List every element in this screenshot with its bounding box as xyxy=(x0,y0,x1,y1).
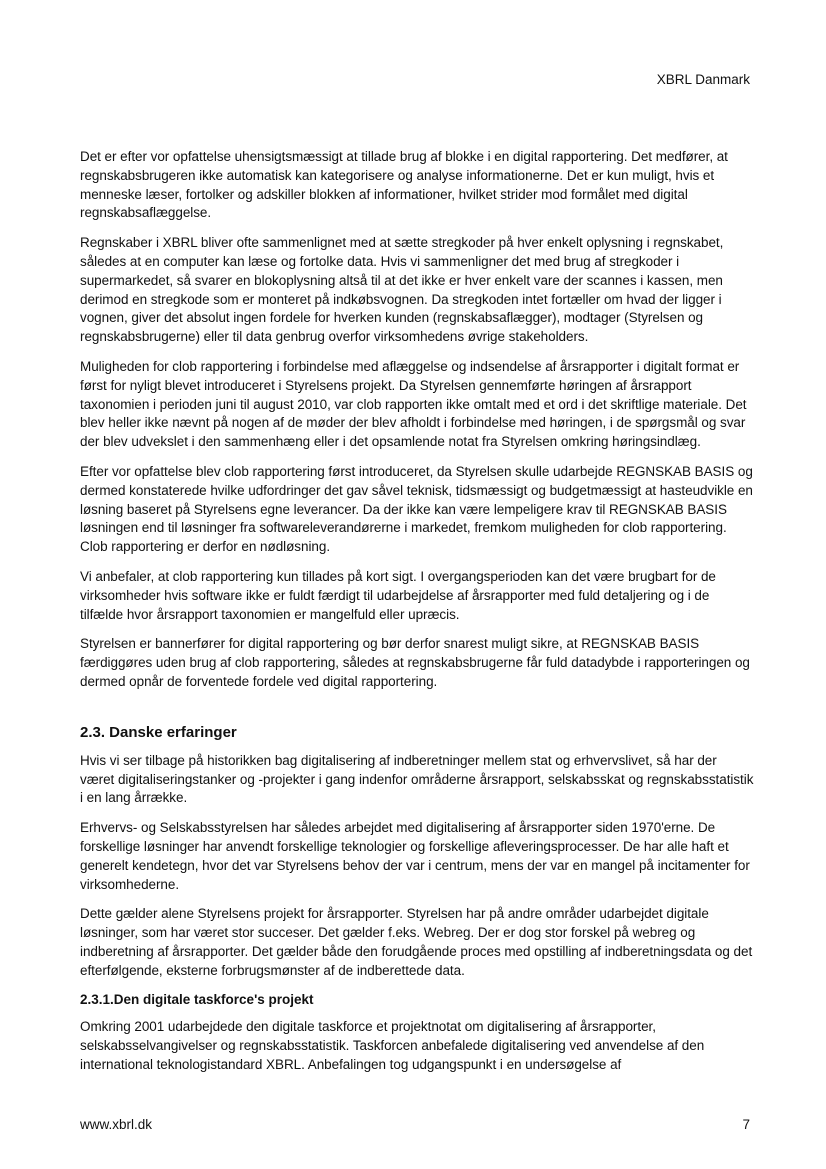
paragraph-history: Hvis vi ser tilbage på historikken bag digitalisering af indberetninger mellem stat og erhvervslivet, så har der været digitaliseringstanker og -projekter i gang indenfor områderne årsrapport, selskabsskat og regnskabsstatistik i en lang årrække. xyxy=(80,752,754,806)
subsection-heading: 2.3.1.Den digitale taskforce's projekt xyxy=(80,992,314,1008)
paragraph-barcode-analogy: Regnskaber i XBRL bliver ofte sammenlignet med at sætte stregkoder på hver enkelt oplysning i regnskabet, således at en computer kan læse og fortolke data. Hvis vi sammenligner det med brug af stregkoder i supermarkedet, så svarer en blokoplysning altså til at det ikke er hver enkelt vare der scannes i kassen, men derimod en stregkode som er monteret på indkøbsvognen. Da stregkoden intet fortæller om hvad der ligger i vognen, giver det absolut ingen fordele for hverken kunden (regnskabsaflægger), modtager (Styrelsen og regnskabsbrugerne) eller til data genbrug overfor virksomhedens øvrige stakeholders. xyxy=(80,235,724,345)
paragraph-taskforce: Omkring 2001 udarbejdede den digitale taskforce et projektnotat om digitalisering af årsrapporter, selskabsselvangivelser og regnskabsstatistik. Taskforcen anbefalede digitalisering ved anvendelse af den international teknologistandard XBRL. Anbefalingen tog udgangspunkt i en undersøgelse af xyxy=(80,1019,705,1073)
footer-url: www.xbrl.dk xyxy=(80,1117,153,1132)
header-organization: XBRL Danmark xyxy=(656,72,750,87)
paragraph-webreg: Dette gælder alene Styrelsens projekt for årsrapporter. Styrelsen har på andre områder udarbejdet digitale løsninger, som har været stor succeser. Det gælder f.eks. Webreg. Der er dog stor forskel på webreg og indberetning af årsrapporter. Det gælder både den forudgående proces med opstilling af indberetningsdata og det efterfølgende, eksterne forbrugsmønster af de indberettede data. xyxy=(80,906,753,978)
paragraph-blocks-reporting: Det er efter vor opfattelse uhensigtsmæssigt at tillade brug af blokke i en digital rapportering. Det medfører, at regnskabsbrugeren ikke automatisk kan kategorisere og analyse informationerne. Det er kun muligt, hvis et menneske læser, fortolker og adskiller blokken af informationer, hvilket strider mod formålet med digital regnskabsaflæggelse. xyxy=(80,149,728,221)
page-number: 7 xyxy=(742,1117,750,1132)
paragraph-agency-digitalisation: Erhvervs- og Selskabsstyrelsen har således arbejdet med digitalisering af årsrapporter siden 1970'erne. De forskellige løsninger har anvendt forskellige teknologier og forskellige afleveringsprocesser. De har alle haft et generelt kendetegn, hvor det var Styrelsens behov der var i centrum, mens der var en mangel på incitamenter for virksomhederne. xyxy=(80,820,750,892)
section-heading: 2.3. Danske erfaringer xyxy=(80,723,237,741)
paragraph-clob-emergency-solution: Efter vor opfattelse blev clob rapportering først introduceret, da Styrelsen skulle udarbejde REGNSKAB BASIS og dermed konstaterede hvilke udfordringer det gav såvel teknisk, tidsmæssigt og budgetmæssigt at hasteudvikle en løsning baseret på Styrelsens egne leverancer. Da der ikke kan være lempeligere krav til REGNSKAB BASIS løsningen end til løsninger fra softwareleverandørerne i markedet, fremkom muligheden for clob rapportering. Clob rapportering er derfor en nødløsning. xyxy=(80,463,753,555)
document-body xyxy=(80,148,754,1086)
paragraph-regnskab-basis: Styrelsen er bannerfører for digital rapportering og bør derfor snarest muligt sikre, at REGNSKAB BASIS færdiggøres uden brug af clob rapportering, således at regnskabsbrugerne får fuld datadybde i rapporteringen og dermed opnår de forventede fordele ved digital rapportering. xyxy=(80,636,750,689)
paragraph-clob-introduction: Muligheden for clob rapportering i forbindelse med aflæggelse og indsendelse af årsrapporter i digitalt format er først for nyligt blevet introduceret i Styrelsens projekt. Da Styrelsen gennemførte høringen af årsrapport taxonomien i perioden juni til august 2010, var clob rapporten ikke omtalt med et ord i det skriftlige materiale. Det blev heller ikke nævnt på nogen af de møder der blev afholdt i forbindelse med høringen, i de spørgsmål og svar der blev udvekslet i den sammenhæng eller i det opsamlende notat fra Styrelsen omkring høringsindlæg. xyxy=(80,358,747,450)
paragraph-recommendation: Vi anbefaler, at clob rapportering kun tillades på kort sigt. I overgangsperioden kan det være brugbart for de virksomheder hvis software ikke er fuldt færdigt til udarbejdelse af årsrapporter med fuld detaljering og i de tilfælde hvor årsrapport taxonomien er mangelfuld eller upræcis. xyxy=(80,568,716,622)
